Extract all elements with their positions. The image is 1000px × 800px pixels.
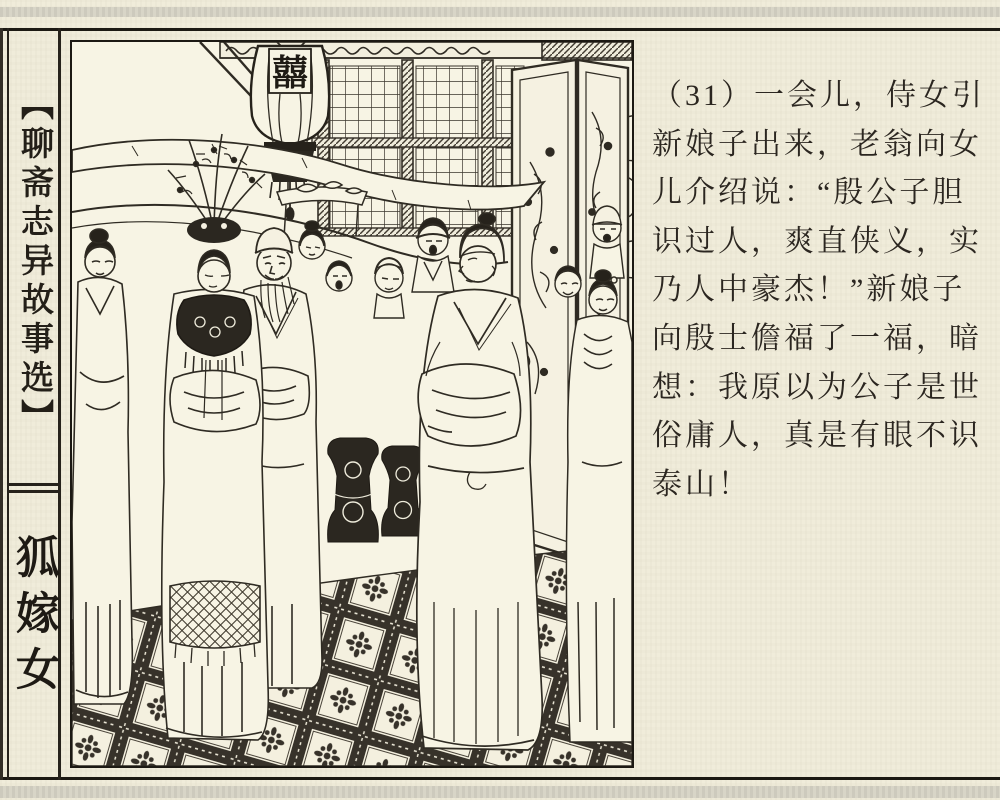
sidebar-separator-line [8, 483, 59, 486]
caption-line: 识过人，爽直侠义，实 [652, 224, 982, 258]
caption-line: 向殷士儋福了一福，暗 [652, 321, 982, 355]
caption-line: 新娘子出来，老翁向女 [652, 127, 982, 161]
bottom-rule [0, 777, 1000, 780]
page-left-edge-line [0, 28, 3, 780]
illustration-panel [70, 40, 634, 768]
illustration-drawing [72, 42, 632, 766]
onlooker-servant-head [374, 258, 404, 318]
caption-line: 俗庸人，真是有眼不识 [652, 419, 982, 453]
bottom-texture-band [0, 786, 1000, 798]
caption-line: 泰山！ [652, 467, 751, 501]
book-title-vertical: 狐嫁女 [9, 534, 58, 702]
figure-maid [72, 229, 132, 704]
figure-right-woman [566, 270, 632, 742]
onlooker-laughing-man [555, 266, 581, 297]
lantern-double-happiness-glyph: 囍 [271, 53, 309, 93]
top-rule [0, 28, 1000, 31]
caption-text-block [652, 72, 992, 509]
caption-line: （31）一会儿，侍女引 [652, 79, 985, 112]
onlooker-boy-head [326, 261, 352, 291]
series-title-vertical: 【聊斋志异故事选】 [16, 86, 52, 438]
caption-line: 想：我原以为公子是世 [652, 370, 982, 404]
caption-line: 乃人中豪杰！”新娘子 [652, 273, 966, 307]
sidebar-separator-line [8, 490, 59, 493]
top-texture-band [0, 7, 1000, 17]
caption-line: 儿介绍说：“殷公子胆 [652, 176, 966, 210]
